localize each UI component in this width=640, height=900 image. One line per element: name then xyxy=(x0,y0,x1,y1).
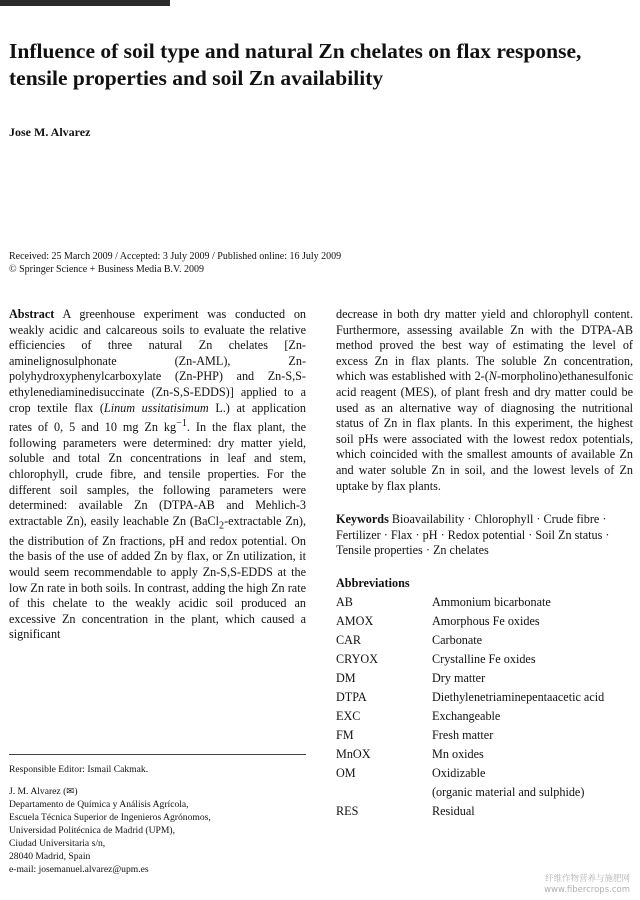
abbreviation-key: AMOX xyxy=(336,613,374,628)
abstract-left-column xyxy=(9,307,306,643)
abbreviation-row xyxy=(336,688,633,707)
abbreviation-value: Diethylenetriaminepentaacetic acid xyxy=(432,689,605,704)
abbreviation-value: Mn oxides xyxy=(432,746,484,761)
abstract-text-5: decrease in both dry matter yield and chlorophyll content. Furthermore, assessing available Zn with the DTPA-AB method proved the best way of estimating the level of excess Zn in flax plants. The soluble Zn concentration, which was established with 2-( xyxy=(336,307,633,384)
abstract-text-1: A greenhouse experiment was conducted on weakly acidic and calcareous soils to evaluate the relative efficiencies of three natural Zn chelates [Zn-aminelignosulphonate (Zn-AML), Zn-polyhydroxyphenylcarboxylate (Zn-PHP) and Zn-S,S-ethylenediaminedisuccinate (Zn-S,S-EDDS)] applied to a crop textile flax ( xyxy=(9,307,307,415)
abbreviation-key: OM xyxy=(336,765,356,780)
footnote-rule xyxy=(9,754,306,755)
abbreviation-row xyxy=(336,745,633,764)
italic-n: N xyxy=(488,369,497,384)
author-name: Jose M. Alvarez xyxy=(9,125,91,139)
abstract-text-2: L.) at application rates of 0, 5 and 10 mg Zn kg xyxy=(9,400,306,435)
paper-title: Influence of soil type and natural Zn chelates on flax response, tensile properties and soil Zn availability xyxy=(9,39,582,90)
received-dates: Received: 25 March 2009 / Accepted: 3 July 2009 / Published online: 16 July 2009 xyxy=(9,251,342,262)
abbreviation-row xyxy=(336,707,633,726)
abbreviation-value: Ammonium bicarbonate xyxy=(432,594,551,609)
abbreviation-row xyxy=(336,764,633,783)
affiliation-line: Ciudad Universitaria s/n, xyxy=(9,838,106,849)
abbreviation-row xyxy=(336,593,633,612)
publication-info xyxy=(9,250,341,276)
abstract-continuation xyxy=(336,307,633,494)
abbreviations-heading: Abbreviations xyxy=(336,575,410,590)
corresponding-author: J. M. Alvarez (✉) xyxy=(9,786,78,797)
abbreviation-value: (organic material and sulphide) xyxy=(432,784,585,799)
header-bar xyxy=(0,0,170,6)
abbreviation-row xyxy=(336,650,633,669)
abbreviation-row xyxy=(336,612,633,631)
affiliation-line: 28040 Madrid, Spain xyxy=(9,851,91,862)
abstract-text-3: . In the flax plant, the following parameters were determined: dry matter yield, soluble and total Zn concentrations in leaf and stem, chlorophyll, crude fibre, and tensile properties. For the different soil samples, the following parameters were determined: available Zn (DTPA-AB and Mehlich-3 extractable Zn), easily leachable Zn (BaCl xyxy=(9,420,307,528)
copyright-line: © Springer Science + Business Media B.V. 2009 xyxy=(9,264,204,275)
affiliation-line: Departamento de Química y Análisis Agrícola, xyxy=(9,799,189,810)
species-name: Linum ussitatisimum xyxy=(103,400,209,415)
abbreviation-row xyxy=(336,631,633,650)
abbreviation-value: Carbonate xyxy=(432,632,483,647)
watermark xyxy=(544,874,630,896)
abbreviation-key xyxy=(336,783,432,802)
abbreviation-row xyxy=(336,726,633,745)
affiliation-line: Universidad Politécnica de Madrid (UPM), xyxy=(9,825,175,836)
abbreviation-value: Oxidizable xyxy=(432,765,486,780)
abstract-right-column xyxy=(336,307,633,821)
abbreviation-value: Residual xyxy=(432,803,475,818)
abbreviation-key: FM xyxy=(336,727,354,742)
keywords-list: Bioavailability · Chlorophyll · Crude fibre · Fertilizer · Flax · pH · Redox potential · Soil Zn status · Tensile properties · Zn chelates xyxy=(336,512,610,558)
responsible-editor: Responsible Editor: Ismail Cakmak. xyxy=(9,764,149,775)
footnote xyxy=(9,763,306,876)
abbreviations-list xyxy=(336,593,633,821)
abbreviation-value: Crystalline Fe oxides xyxy=(432,651,536,666)
watermark-line-1: 纤维作物营养与施肥网 xyxy=(544,874,630,884)
abbreviation-key: CRYOX xyxy=(336,651,378,666)
keywords-paragraph xyxy=(336,512,633,559)
unit-superscript: −1 xyxy=(176,418,187,430)
abbreviation-key: AB xyxy=(336,594,353,609)
abbreviation-value: Dry matter xyxy=(432,670,486,685)
abstract-text-6: -morpholino)ethanesulfonic acid reagent (MES), of plant fresh and dry matter could be used as an alternative way of diagnosing the nutritional status of Zn in flax plants. In this experiment, the highest soil pHs were associated with the lowest redox potentials, which coincided with the smallest amounts of available Zn and water soluble Zn in soil, and the lowest levels of Zn uptake by flax plants. xyxy=(336,369,633,493)
abbreviation-value: Exchangeable xyxy=(432,708,501,723)
abbreviation-value: Fresh matter xyxy=(432,727,494,742)
keywords-heading: Keywords xyxy=(336,512,389,527)
abbreviation-row xyxy=(336,783,633,802)
email-link[interactable]: e-mail: josemanuel.alvarez@upm.es xyxy=(9,864,149,875)
chemical-subscript: 2 xyxy=(219,520,225,532)
abstract-heading: Abstract xyxy=(9,307,55,321)
abbreviation-row xyxy=(336,669,633,688)
abbreviation-key: EXC xyxy=(336,708,361,723)
abstract-paragraph xyxy=(9,307,306,643)
abstract-text-4: -extractable Zn), the distribution of Zn fractions, pH and redox potential. On the basis of the use of added Zn by flax, or Zn utilization, it would seem recommendable to apply Zn-S,S-EDDS at the low Zn rate in both soils. In contrast, adding the high Zn rate of this chelate to the weakly acidic soil produced an excessive Zn concentration in the plant, which caused a significant xyxy=(9,513,306,642)
abbreviation-value: Amorphous Fe oxides xyxy=(432,613,540,628)
abbreviation-key: DTPA xyxy=(336,689,367,704)
abbreviation-row xyxy=(336,802,633,821)
abbreviation-key: DM xyxy=(336,670,356,685)
abbreviation-key: CAR xyxy=(336,632,362,647)
affiliation-line: Escuela Técnica Superior de Ingenieros Agrónomos, xyxy=(9,812,211,823)
abbreviation-key: RES xyxy=(336,803,359,818)
watermark-line-2: www.fibercrops.com xyxy=(544,885,630,895)
abbreviation-key: MnOX xyxy=(336,746,371,761)
